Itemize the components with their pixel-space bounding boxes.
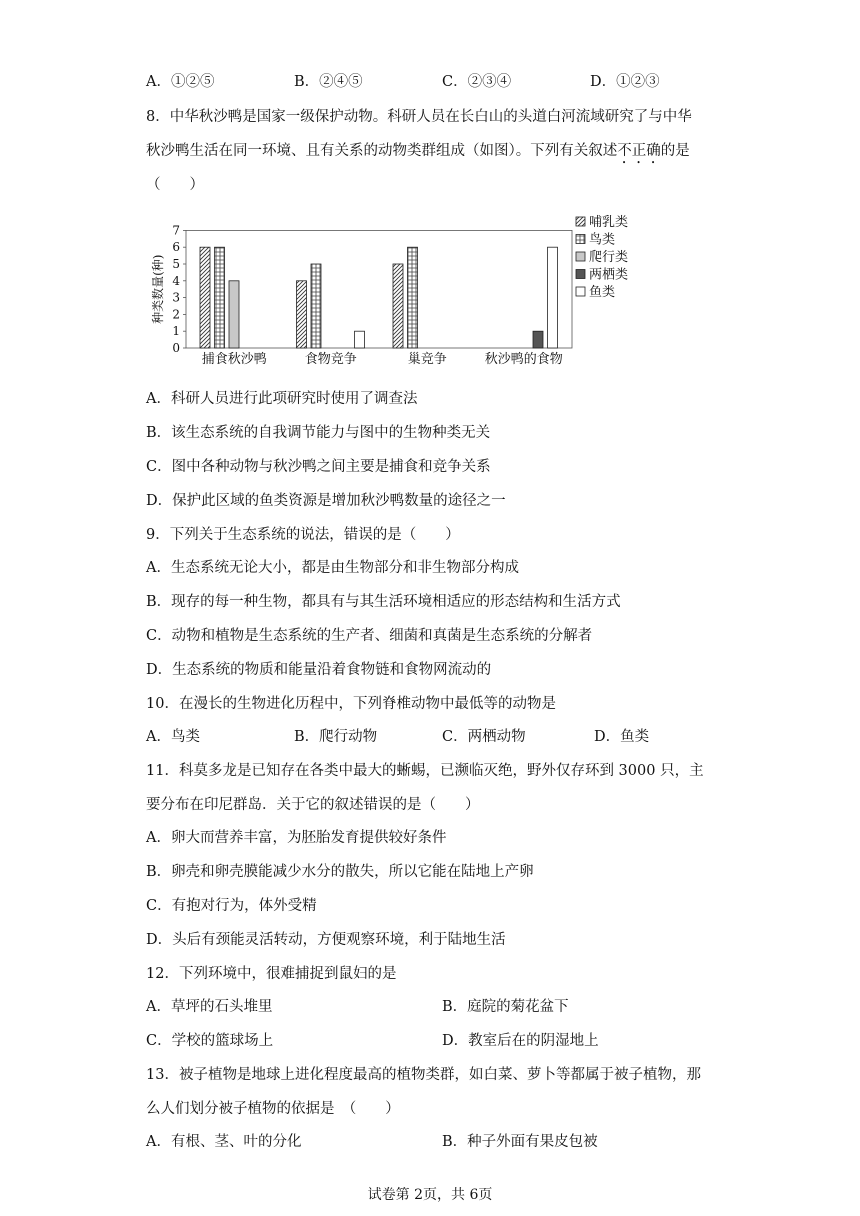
- legend-swatch: [576, 287, 585, 296]
- q13-option-b: B．种子外面有果皮包被: [442, 1134, 598, 1150]
- x-tick-label: 食物竞争: [304, 352, 357, 367]
- bar-1-1: [200, 247, 210, 348]
- legend-label: 鱼类: [589, 285, 616, 300]
- legend-swatch: [576, 217, 585, 226]
- legend-label: 鸟类: [589, 232, 616, 248]
- q9-option-d: D．生态系统的物质和能量沿着食物链和食物网流动的: [146, 662, 492, 678]
- bar-1-2: [215, 247, 225, 348]
- q11-option-b: B．卵壳和卵壳膜能减少水分的散失，所以它能在陆地上产卵: [146, 864, 534, 880]
- x-tick-label: 秋沙鸭的食物: [484, 352, 563, 367]
- q11-stem-line1: 11．科莫多龙是已知存在各类中最大的蜥蜴，已濒临灭绝，野外仅存环到 3000 只，主: [146, 763, 704, 779]
- legend-label: 爬行类: [589, 250, 629, 265]
- q7-option-c: C．②③④: [442, 74, 512, 90]
- q10-stem: 10．在漫长的生物进化历程中，下列脊椎动物中最低等的动物是: [146, 696, 556, 712]
- bar-1-3: [229, 281, 239, 348]
- bar-2-2: [311, 264, 321, 348]
- plot-frame: [186, 230, 572, 348]
- q13-option-a: A．有根、茎、叶的分化: [146, 1134, 302, 1150]
- q10-option-c: C．两栖动物: [442, 729, 526, 745]
- q8-option-a: A．科研人员进行此项研究时使用了调查法: [146, 391, 418, 407]
- y-axis-label: 种类数量(种): [151, 254, 165, 324]
- legend-swatch: [576, 270, 585, 279]
- bar-3-2: [408, 247, 418, 348]
- q9-option-b: B．现存的每一种生物，都具有与其生活环境相适应的形态结构和生活方式: [146, 594, 621, 610]
- q9-option-a: A．生态系统无论大小，都是由生物部分和非生物部分构成: [146, 560, 519, 576]
- q11-stem-line2: 要分布在印尼群岛．关于它的叙述错误的是（ ）: [146, 797, 480, 813]
- q8-option-d: D．保护此区域的鱼类资源是增加秋沙鸭数量的途径之一: [146, 493, 506, 509]
- q8-stem-line1: 8．中华秋沙鸭是国家一级保护动物。科研人员在长白山的头道白河流域研究了与中华: [146, 109, 692, 125]
- q8-stem-line2: 秋沙鸭生活在同一环境、且有关系的动物类群组成（如图）。下列有关叙述不正确的是: [146, 143, 690, 159]
- q7-option-d: D．①②③: [590, 74, 660, 90]
- x-tick-label: 巢竞争: [407, 352, 447, 367]
- q12-option-c: C．学校的篮球场上: [146, 1033, 274, 1049]
- y-tick-label: 2: [172, 307, 180, 322]
- q8-option-b: B．该生态系统的自我调节能力与图中的生物种类无关: [146, 425, 491, 441]
- y-tick-label: 1: [172, 324, 180, 339]
- q10-option-d: D．鱼类: [594, 729, 650, 745]
- q8-answer-blank: （ ）: [146, 177, 204, 193]
- bar-2-1: [297, 281, 307, 348]
- q12-option-b: B．庭院的菊花盆下: [442, 999, 569, 1015]
- bar-chart: [146, 210, 646, 370]
- q8-option-c: C．图中各种动物与秋沙鸭之间主要是捕食和竞争关系: [146, 459, 491, 475]
- q11-option-c: C．有抱对行为，体外受精: [146, 898, 317, 914]
- bar-4-4: [533, 331, 543, 348]
- q12-option-d: D．教室后在的阴湿地上: [442, 1033, 599, 1049]
- q13-stem-line1: 13．被子植物是地球上进化程度最高的植物类群，如白菜、萝卜等都属于被子植物，那: [146, 1067, 701, 1083]
- q11-option-a: A．卵大而营养丰富，为胚胎发育提供较好条件: [146, 830, 447, 846]
- page-footer: 试卷第 2页，共 6页: [367, 1187, 493, 1203]
- y-tick-label: 5: [172, 257, 180, 271]
- x-tick-label: 捕食秋沙鸭: [201, 352, 267, 367]
- bar-4-5: [548, 247, 558, 348]
- q10-option-a: A．鸟类: [146, 729, 200, 745]
- q12-stem: 12．下列环境中，很难捕捉到鼠妇的是: [146, 966, 397, 982]
- q9-option-c: C．动物和植物是生态系统的生产者、细菌和真菌是生态系统的分解者: [146, 628, 593, 644]
- legend-swatch: [576, 252, 585, 261]
- bar-2-5: [355, 331, 365, 348]
- legend-label: 哺乳类: [589, 215, 629, 230]
- q13-stem-line2: 么人们划分被子植物的依据是 （ ）: [146, 1101, 400, 1117]
- y-tick-label: 3: [172, 290, 180, 305]
- q7-option-b: B．②④⑤: [294, 74, 363, 90]
- q11-option-d: D．头后有颈能灵活转动，方便观察环境，利于陆地生活: [146, 932, 506, 948]
- legend-label: 两栖类: [589, 267, 629, 283]
- q10-option-b: B．爬行动物: [294, 729, 378, 745]
- y-tick-label: 4: [172, 273, 180, 288]
- q7-option-a: A．①②⑤: [146, 74, 215, 90]
- bar-3-1: [393, 264, 403, 348]
- emphasis-text: 不正确: [617, 143, 661, 159]
- y-tick-label: 6: [172, 240, 180, 255]
- q12-option-a: A．草坪的石头堆里: [146, 999, 273, 1015]
- q9-stem: 9．下列关于生态系统的说法，错误的是（ ）: [146, 527, 460, 543]
- y-tick-label: 0: [172, 341, 180, 355]
- legend-swatch: [576, 235, 585, 244]
- y-tick-label: 7: [172, 223, 180, 238]
